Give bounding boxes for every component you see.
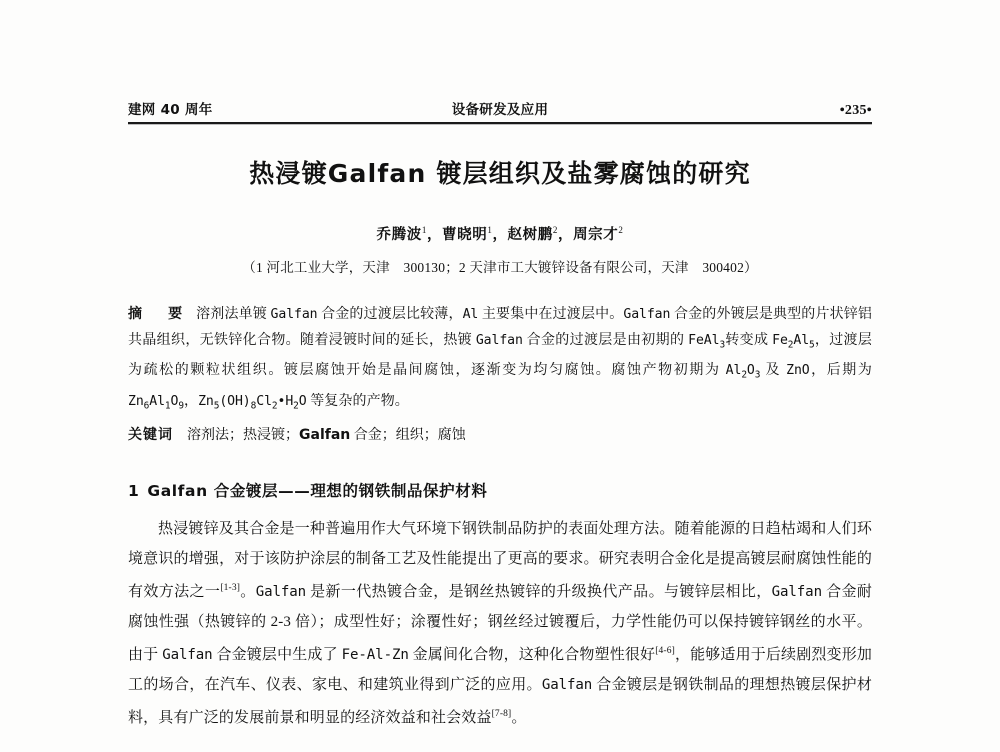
running-header <box>128 98 872 118</box>
page-number: •235• <box>839 103 872 118</box>
keywords-text: 溶剂法；热浸镀；Galfan 合金；组织；腐蚀 <box>187 427 466 444</box>
page-title: 热浸镀Galfan 镀层组织及盐雾腐蚀的研究 <box>249 159 751 188</box>
section-title: Galfan 合金镀层——理想的钢铁制品保护材料 <box>147 482 488 501</box>
page-content <box>128 98 872 734</box>
section-heading-1 <box>128 479 872 501</box>
abstract-label: 摘 要 <box>128 306 189 322</box>
keywords-label: 关键词 <box>128 428 173 444</box>
running-header-left: 建网 40 周年 <box>128 102 213 118</box>
affiliation: （1 河北工业大学，天津 300130；2 天津市工大镀锌设备有限公司，天津 300402） <box>242 259 758 275</box>
author-names: 乔腾波$^1$，曹晓明$^1$，赵树鹏$^2$，周宗才$^2$ <box>376 224 624 243</box>
citation-ref-1: [1-3] <box>220 583 241 594</box>
section-1-paragraph: 热浸镀锌及其合金是一种普遍用作大气环境下钢铁制品防护的表面处理方法。随着能源的日趋枯竭和人们环境意识的增强，对于该防护涂层的制备工艺及性能提出了更高的要求。研究表明合金化是提高镀层耐腐蚀性能的有效方法之一[1-3]。Galfan 是新一代热镀合金，是钢丝热镀锌的升级换代产品。与镀锌层相比，Galfan 合金耐腐蚀性强（热镀锌的 2-3 倍）；成型性好；涂覆性好；钢丝经过镀覆后，力学性能仍可以保持镀锌钢丝的水平。由于 Galfan 合金镀层中生成了 Fe-Al-Zn 金属间化合物，这种化合物塑性很好[4-6]，能够适用于后续剧烈变形加工的场合，在汽车、仪表、家电、和建筑业得到广泛的应用。Galfan 合金镀层是钢铁制品的理想热镀层保护材料，具有广泛的发展前景和明显的经济效益和社会效益[7-8]。 <box>128 521 873 727</box>
citation-ref-3: [7-8] <box>491 709 512 720</box>
keywords-block <box>128 422 872 449</box>
abstract-text: 溶剂法单镀 Galfan 合金的过渡层比较薄，Al 主要集中在过渡层中。Galfan 合金的外镀层是典型的片状锌铝共晶组织，无铁锌化合物。随着浸镀时间的延长，热镀 Galfan 合金的过渡层是由初期的 FeAl$_3$转变成 $Fe_2Al_5$，过渡层为疏松的颗粒状组织。镀层腐蚀开始是晶间腐蚀，逐渐变为均匀腐蚀。腐蚀产物初期为 $Al_2O_3$ 及 ZnO，后期为 $Zn_6Al_1O_9$，$Zn_5(OH)_8Cl_2•H_2O$ 等复杂的产物。 <box>128 306 872 412</box>
running-header-center: 设备研发及应用 <box>451 102 549 118</box>
author-list <box>128 223 872 244</box>
citation-ref-2: [4-6] <box>655 646 675 657</box>
abstract-block <box>128 302 872 420</box>
section-number: 1 <box>128 482 140 501</box>
header-rule <box>128 122 872 124</box>
